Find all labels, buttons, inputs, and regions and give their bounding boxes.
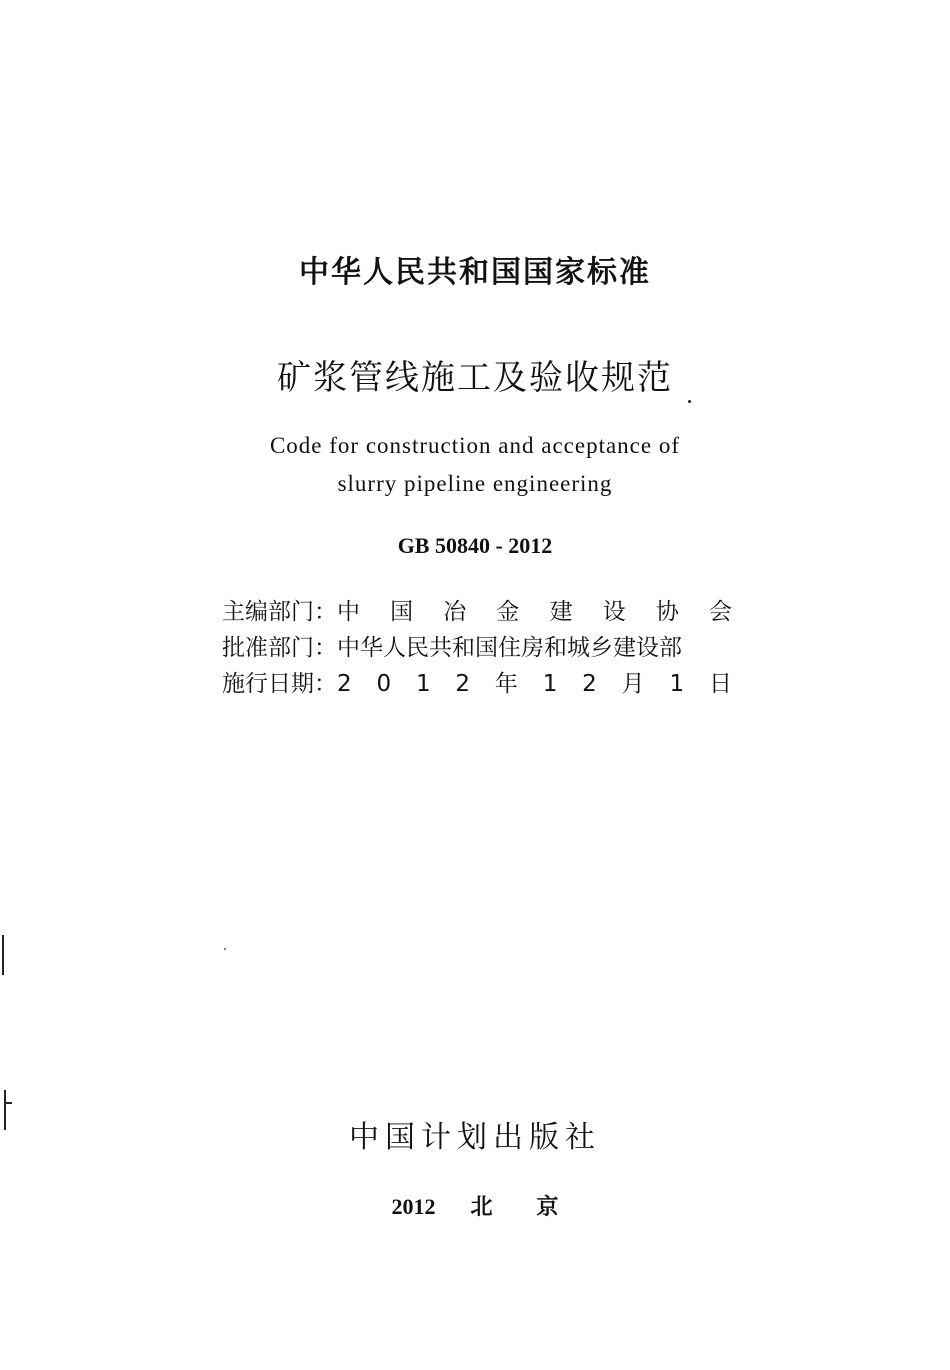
editor-row xyxy=(222,594,732,630)
editor-char: 建 xyxy=(549,599,573,625)
effective-date-label: 施行日期： xyxy=(222,671,337,697)
scan-dot xyxy=(688,400,691,403)
editor-char: 设 xyxy=(602,599,626,625)
date-char: 日 xyxy=(708,671,732,697)
title-english-line-1: Code for construction and acceptance of xyxy=(269,433,681,458)
publication-info xyxy=(0,1190,950,1221)
editor-char: 冶 xyxy=(443,599,467,625)
scan-dot xyxy=(224,948,226,950)
editor-char: 中 xyxy=(337,599,360,625)
publisher-name: 中国计划出版社 xyxy=(349,1120,601,1155)
editor-char: 会 xyxy=(708,599,732,625)
scan-edge-mark xyxy=(4,1090,6,1130)
effective-date-row xyxy=(222,666,732,702)
date-char: 1 xyxy=(542,671,558,697)
scan-edge-mark xyxy=(2,935,4,975)
scan-edge-mark xyxy=(4,1102,12,1104)
date-char: 2 xyxy=(582,671,597,697)
standard-code-number: GB 50840 - 2012 xyxy=(397,533,553,558)
editor-value xyxy=(337,594,732,630)
title-english xyxy=(0,427,950,503)
approver-value: 中华人民共和国住房和城乡建设部 xyxy=(337,635,682,661)
editor-label: 主编部门： xyxy=(222,599,337,625)
metadata-block xyxy=(222,594,732,702)
publication-year: 2012 xyxy=(391,1194,436,1219)
editor-char: 金 xyxy=(496,599,520,625)
approver-row xyxy=(222,630,732,666)
date-char: 1 xyxy=(415,671,431,697)
editor-char: 国 xyxy=(390,599,414,625)
date-char: 2 xyxy=(455,671,471,697)
effective-date-value xyxy=(337,666,732,702)
date-char: 年 xyxy=(494,671,518,697)
date-char: 1 xyxy=(669,671,685,697)
editor-char: 协 xyxy=(655,599,679,625)
publication-city: 北 京 xyxy=(470,1194,559,1219)
standard-header: 中华人民共和国国家标准 xyxy=(299,255,651,290)
date-char: 0 xyxy=(376,671,392,697)
title-chinese: 矿浆管线施工及验收规范 xyxy=(277,358,673,398)
date-char: 月 xyxy=(621,671,645,697)
approver-label: 批准部门： xyxy=(222,635,337,661)
title-english-line-2: slurry pipeline engineering xyxy=(337,471,613,496)
date-char: 2 xyxy=(337,671,352,697)
